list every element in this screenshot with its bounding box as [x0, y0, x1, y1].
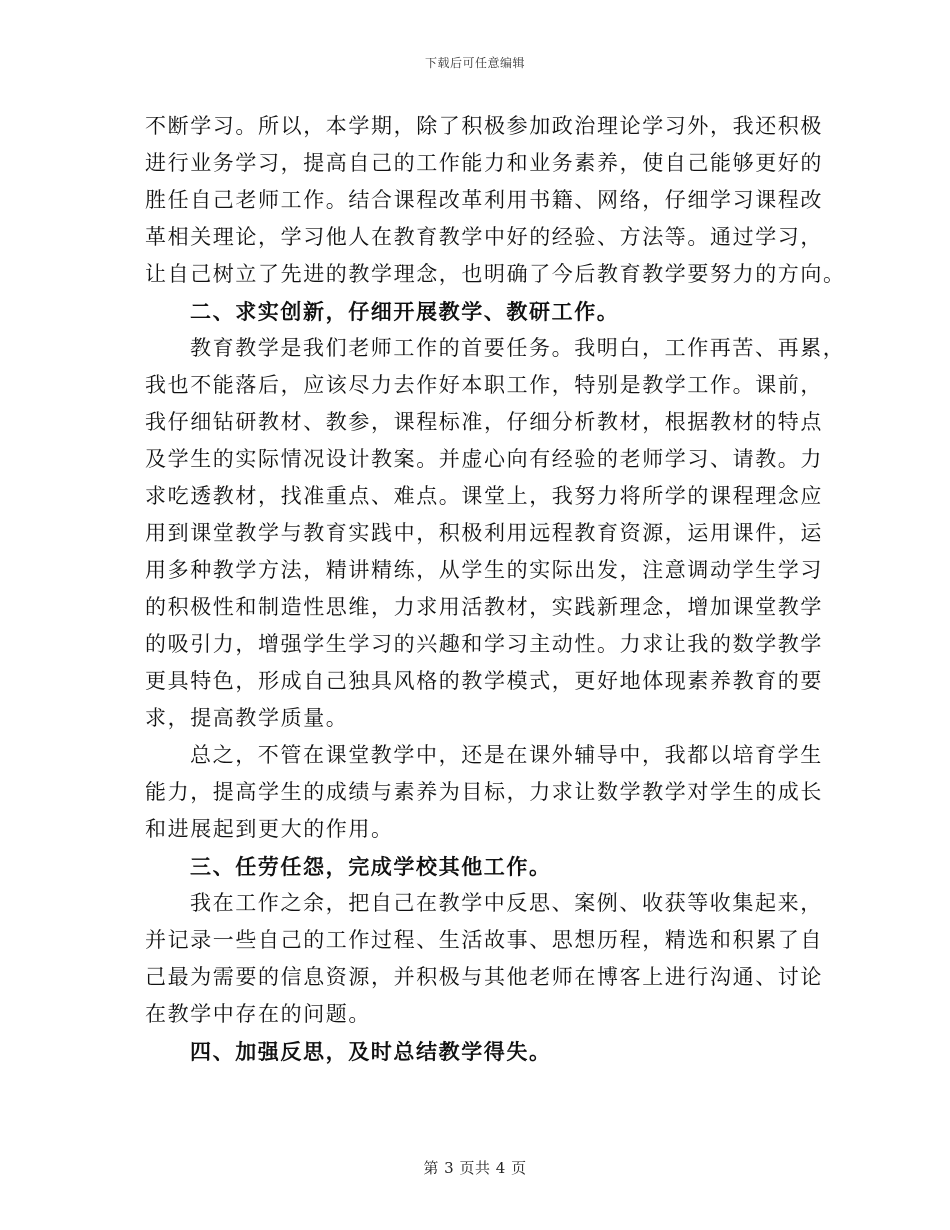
- body-line: 用到课堂教学与教育实践中，积极利用远程教育资源，运用课件，运: [145, 521, 823, 545]
- section-heading-3: 三、任劳任怨，完成学校其他工作。: [190, 854, 552, 879]
- page-header: 下载后可任意编辑: [424, 56, 525, 70]
- body-line: 更具特色，形成自己独具风格的教学模式，更好地体现素养教育的要: [145, 669, 823, 693]
- body-line: 和进展起到更大的作用。: [145, 817, 394, 841]
- body-line: 的吸引力，增强学生学习的兴趣和学习主动性。力求让我的数学教学: [145, 632, 823, 656]
- body-line: 我也不能落后，应该尽力去作好本职工作，特别是教学工作。课前，: [145, 373, 823, 397]
- body-line: 并记录一些自己的工作过程、生活故事、思想历程，精选和积累了自: [145, 928, 823, 952]
- body-line: 胜任自己老师工作。结合课程改革利用书籍、网络，仔细学习课程改: [145, 188, 823, 212]
- body-line: 进行业务学习，提高自己的工作能力和业务素养，使自己能够更好的: [145, 151, 823, 175]
- page-body: [145, 108, 846, 1070]
- paragraph-first-line: 教育教学是我们老师工作的首要任务。我明白，工作再苦、再累，: [190, 336, 846, 360]
- body-line: 用多种教学方法，精讲精练，从学生的实际出发，注意调动学生学习: [145, 558, 823, 582]
- body-line: 不断学习。所以，本学期，除了积极参加政治理论学习外，我还积极: [145, 114, 823, 138]
- section-heading-4: 四、加强反思，及时总结教学得失。: [190, 1039, 552, 1064]
- body-line: 能力，提高学生的成绩与素养为目标，力求让数学教学对学生的成长: [145, 780, 823, 804]
- body-line: 我仔细钻研教材、教参，课程标准，仔细分析教材，根据教材的特点: [145, 410, 823, 434]
- paragraph-first-line: 我在工作之余，把自己在教学中反思、案例、收获等收集起来，: [190, 891, 823, 915]
- paragraph-first-line: 总之，不管在课堂教学中，还是在课外辅导中，我都以培育学生: [190, 743, 823, 767]
- body-line: 让自己树立了先进的教学理念，也明确了今后教育教学要努力的方向。: [145, 262, 846, 286]
- body-line: 的积极性和制造性思维，力求用活教材，实践新理念，增加课堂教学: [145, 595, 823, 619]
- body-line: 己最为需要的信息资源，并积极与其他老师在博客上进行沟通、讨论: [145, 965, 823, 989]
- body-line: 及学生的实际情况设计教案。并虚心向有经验的老师学习、请教。力: [145, 447, 823, 471]
- body-line: 求吃透教材，找准重点、难点。课堂上，我努力将所学的课程理念应: [145, 484, 823, 508]
- section-heading-2: 二、求实创新，仔细开展教学、教研工作。: [190, 299, 620, 324]
- body-line: 求，提高教学质量。: [145, 706, 349, 730]
- body-line: 革相关理论，学习他人在教育教学中好的经验、方法等。通过学习，: [145, 225, 823, 249]
- page-number: 第 3 页共 4 页: [423, 1159, 527, 1177]
- body-line: 在教学中存在的问题。: [145, 1002, 371, 1026]
